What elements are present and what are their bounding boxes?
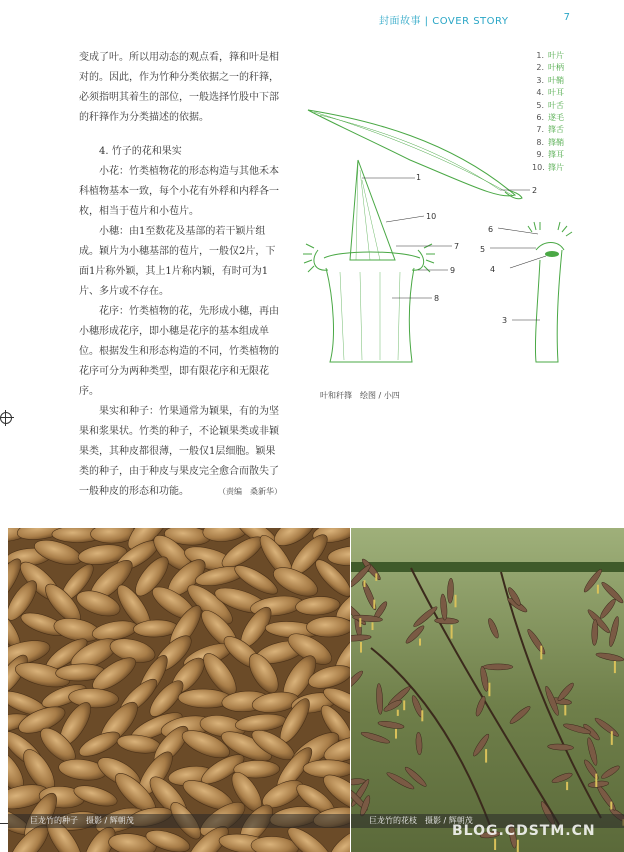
callout-10: 10 — [426, 212, 437, 221]
sheath-auricle-right — [412, 244, 435, 272]
legend-item: 4. 叶耳 — [536, 88, 564, 98]
anther-shape — [375, 573, 377, 581]
anther-shape — [517, 840, 519, 852]
seeds-photo — [8, 528, 350, 852]
callout-4: 4 — [490, 265, 496, 274]
anther-shape — [419, 639, 421, 646]
leaf-auricle-hairs — [528, 222, 572, 236]
legend-item: 10. 箨片 — [532, 162, 564, 172]
anther-shape — [610, 802, 612, 810]
leaf-blade — [308, 110, 515, 196]
flower-branch-illustration — [351, 528, 624, 852]
legend-item: 9. 箨耳 — [536, 150, 564, 160]
anther-shape — [485, 749, 487, 763]
anther-shape — [372, 622, 374, 630]
anther-shape — [455, 595, 457, 608]
anther-shape — [611, 731, 613, 745]
legend-item: 6. 遂毛 — [536, 113, 564, 123]
callout-1: 1 — [416, 173, 422, 182]
callout-6: 6 — [488, 225, 494, 234]
leaf-ligule — [536, 243, 564, 251]
legend-item: 3. 叶鞘 — [536, 75, 564, 85]
legend-item: 2. 叶柄 — [536, 63, 564, 73]
flower-branch-photo-caption: 巨龙竹的花枝 摄影 / 辉朝茂 — [351, 814, 624, 828]
legend-item: 8. 箨鞘 — [536, 137, 564, 147]
anther-shape — [566, 782, 568, 790]
article-body — [79, 48, 279, 502]
anther-shape — [564, 705, 566, 715]
callout-7: 7 — [454, 242, 460, 251]
legend-item: 5. 叶舌 — [536, 100, 564, 110]
seeds-illustration — [8, 528, 350, 852]
spikelet-shape — [483, 664, 513, 670]
anther-shape — [373, 600, 375, 609]
section-title: 封面故事 | COVER STORY — [379, 16, 509, 27]
callout-5: 5 — [480, 245, 486, 254]
registration-mark-icon — [0, 412, 12, 424]
callout-8: 8 — [434, 294, 440, 303]
callout-9: 9 — [450, 266, 456, 275]
paragraph-guoshi: 果实和种子：竹果通常为颖果，有的为坚果和浆果状。竹类的种子，不论颖果类或非颖果类，其种皮都很薄，一般仅1层细胞。颖果类的种子，由于种皮与果皮完全愈合而散失了一般种皮的形态和功能。 — [79, 406, 279, 497]
anther-shape — [597, 585, 599, 594]
bottom-rule — [0, 823, 8, 824]
leaf-blade-veins — [314, 112, 512, 195]
anther-shape — [595, 774, 597, 787]
sheath-ligule — [324, 252, 420, 258]
anther-shape — [488, 683, 490, 697]
editor-credit: （责编 桑新华） — [218, 487, 282, 496]
page-number: 7 — [563, 12, 570, 23]
anther-shape — [359, 618, 361, 627]
anther-shape — [451, 625, 453, 639]
paragraph-xiaosui: 小穗：由1至数花及基部的若干颖片组成。颖片为小穗基部的苞片，一般仅2片，下面1片称外颖，其上1片称内颖，有时可为1片、多片或不存在。 — [79, 226, 276, 297]
anther-shape — [397, 710, 399, 716]
anther-shape — [403, 700, 405, 710]
legend-item: 7. 箨舌 — [536, 125, 564, 135]
anther-shape — [494, 839, 496, 850]
anther-shape — [364, 580, 366, 587]
leaf-sheath-diagram — [300, 100, 620, 400]
flower-branch-photo — [351, 528, 624, 852]
culm-sheath — [326, 268, 414, 362]
leaf-sheath — [535, 250, 562, 362]
page-header — [360, 10, 610, 28]
anther-shape — [614, 661, 616, 673]
legend-item: 1. 叶片 — [536, 51, 564, 60]
intro-paragraph: 变成了叶。所以用动态的观点看，箨和叶是相对的。因此，作为竹种分类依据之一的秆箨，必须指明其着生的部位，一般选择竹股中下部的秆箨作为分类描述的依据。 — [79, 52, 279, 123]
paragraph-xiaohua: 小花：竹类植物花的形态构造与其他禾本科植物基本一致，每个小花有外稃和内稃各一枚，相当于苞片和小苞片。 — [79, 166, 279, 217]
site-watermark: BLOG.CDSTM.CN — [452, 823, 596, 839]
anther-shape — [421, 710, 423, 721]
callout-2: 2 — [532, 186, 538, 195]
anther-shape — [360, 642, 362, 653]
anther-shape — [540, 646, 542, 660]
seeds-photo-caption: 巨龙竹的种子 摄影 / 辉朝茂 — [8, 814, 350, 828]
anther-shape — [395, 729, 397, 739]
paragraph-huaxu: 花序：竹类植物的花，先形成小穗，再由小穗形成花序，即小穗是花序的基本组成单位。根据发生和形态构造的不同，竹类植物的花序可分为两种类型，即有限花序和无限花序。 — [79, 306, 279, 397]
callout-3: 3 — [502, 316, 508, 325]
leaf-auricle — [545, 251, 559, 257]
diagram-caption: 叶和秆箨 绘图 / 小四 — [320, 391, 400, 400]
section-heading: 4. 竹子的花和果实 — [99, 146, 182, 157]
sheath-blade — [350, 160, 395, 260]
